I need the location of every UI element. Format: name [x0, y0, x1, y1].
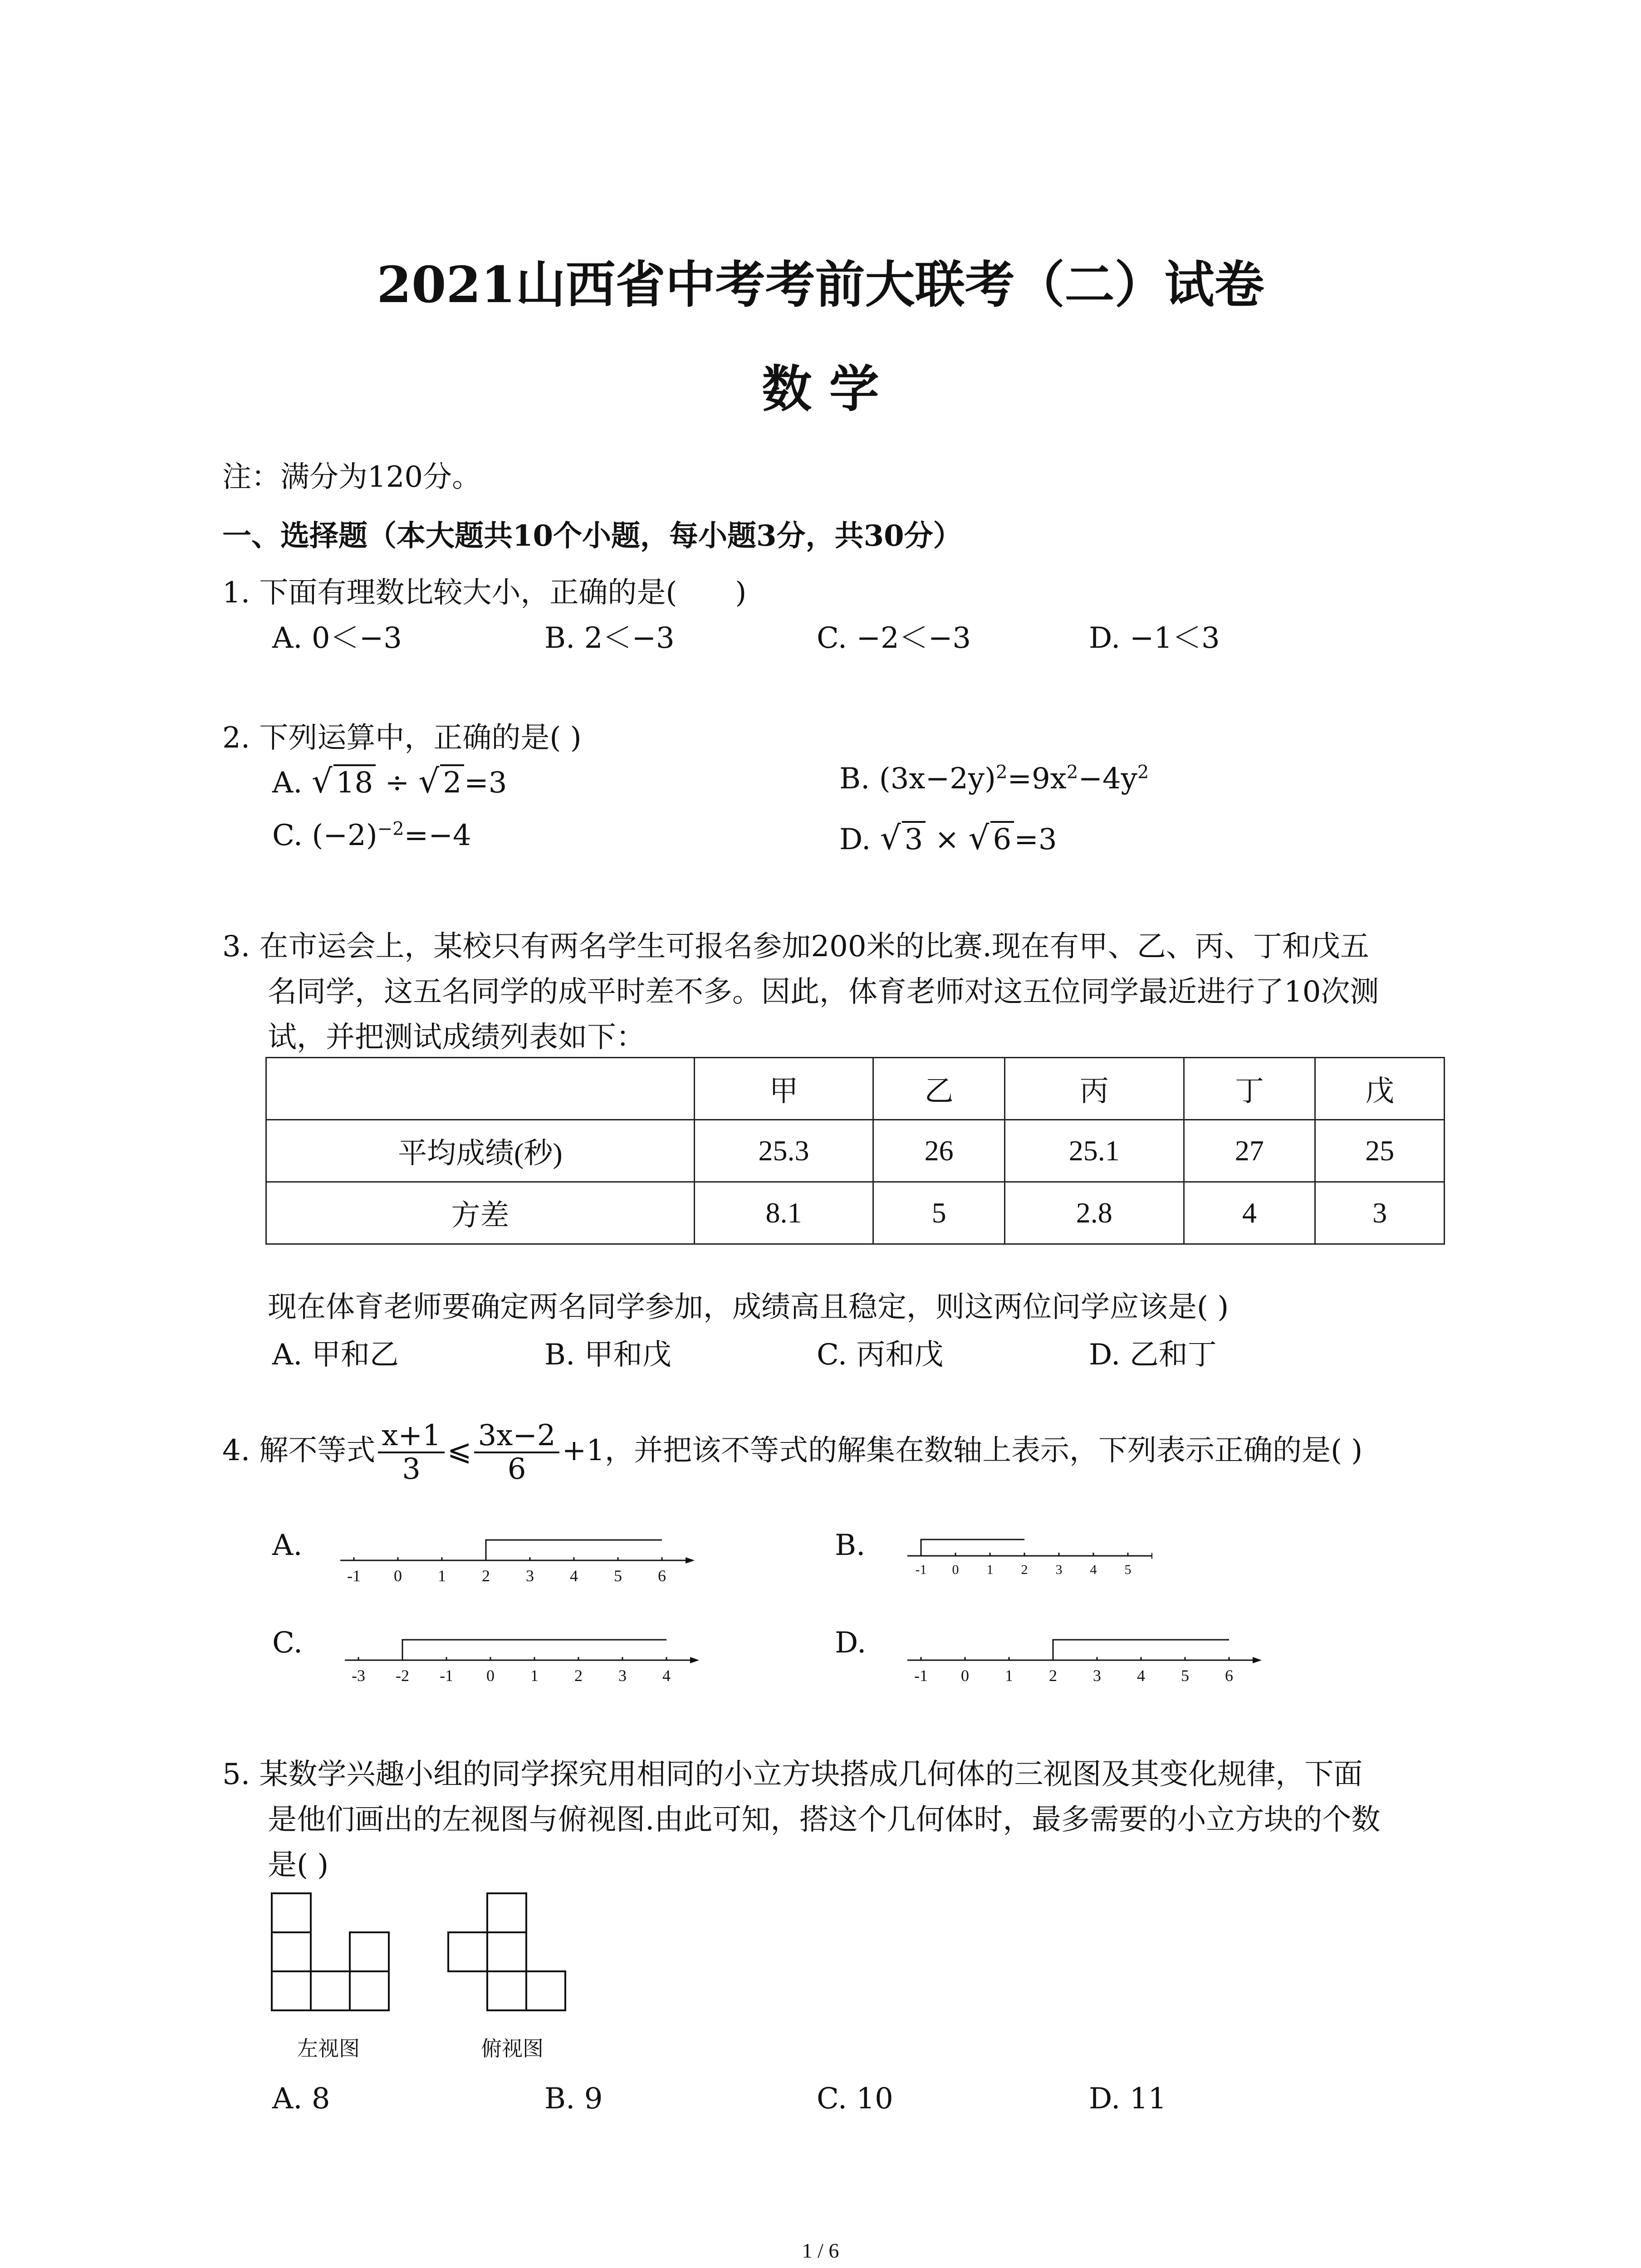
tick-label: 5 — [1124, 1562, 1132, 1577]
q3-option-d: D. 乙和丁 — [1089, 1338, 1217, 1372]
tick-label: -1 — [915, 1562, 927, 1577]
table-header-cell: 乙 — [873, 1058, 1005, 1120]
tick-label: -1 — [440, 1667, 453, 1685]
tick-label: 0 — [952, 1562, 959, 1577]
q2-option-b: B. $(3x-2y)^2=9x^2-4y^2$ — [839, 762, 1149, 796]
q3-option-a: A. 甲和乙 — [272, 1338, 399, 1372]
tick-label: 0 — [486, 1667, 495, 1685]
axis-arrow — [690, 1657, 699, 1663]
table-cell: 2.8 — [1005, 1182, 1184, 1244]
table-cell: 8.1 — [694, 1182, 873, 1244]
table-cell: 平均成绩(秒) — [266, 1120, 695, 1182]
tick-label: 5 — [614, 1567, 622, 1585]
q5-line-1: 5. 某数学兴趣小组的同学探究用相同的小立方块搭成几何体的三视图及其变化规律，下面 — [222, 1758, 1363, 1791]
table-cell: 方差 — [266, 1182, 695, 1244]
q5-line-3: 是( ) — [268, 1848, 329, 1882]
q3-option-b: B. 甲和戊 — [544, 1338, 671, 1372]
scores-table — [265, 1057, 1445, 1245]
q4-option-b-label: B. — [835, 1529, 866, 1562]
tick-label: 6 — [1225, 1667, 1233, 1685]
top-view-caption: 俯视图 — [481, 2037, 544, 2060]
table-cell: 25 — [1315, 1120, 1445, 1182]
q5-option-b: B. 9 — [544, 2082, 603, 2116]
table-cell: 26 — [873, 1120, 1005, 1182]
tick-label: 2 — [1021, 1562, 1028, 1577]
q4-option-a-label: A. — [272, 1529, 303, 1562]
q2-option-c: C. $(-2)^{-2}=-4$ — [272, 818, 471, 852]
q1-option-c: C. −2＜−3 — [817, 621, 971, 655]
tick-label: 4 — [662, 1667, 671, 1685]
tick-label: 5 — [1181, 1667, 1189, 1685]
table-row — [266, 1120, 1445, 1182]
q1-stem: 1. 下面有理数比较大小，正确的是( ) — [222, 576, 747, 610]
q4-option-d-label: D. — [835, 1626, 867, 1660]
fraction-1: $\frac{x+1}{3}$ — [378, 1420, 444, 1486]
table-header-cell: 戊 — [1315, 1058, 1445, 1120]
tick-label: 3 — [526, 1567, 534, 1585]
solution-bracket — [921, 1540, 1024, 1556]
table-cell: 25.3 — [694, 1120, 873, 1182]
q5-option-d: D. 11 — [1089, 2082, 1167, 2116]
tick-label: 1 — [530, 1667, 539, 1685]
table-cell: 4 — [1184, 1182, 1315, 1244]
table-header-row — [266, 1058, 1445, 1120]
tick-label: 1 — [1005, 1667, 1013, 1685]
tick-label: 4 — [1137, 1667, 1145, 1685]
tick-label: 3 — [618, 1667, 627, 1685]
top-view-figure — [445, 1892, 576, 2019]
q1-option-a: A. 0＜−3 — [272, 621, 402, 655]
tick-label: 3 — [1055, 1562, 1063, 1577]
q3-option-c: C. 丙和戊 — [817, 1338, 944, 1372]
tick-label: 2 — [574, 1667, 583, 1685]
tick-label: 0 — [394, 1567, 402, 1585]
table-cell: 3 — [1315, 1182, 1445, 1244]
tick-label: 2 — [482, 1567, 490, 1585]
tick-label: 0 — [961, 1667, 969, 1685]
table-cell: 5 — [873, 1182, 1005, 1244]
tick-label: 1 — [986, 1562, 994, 1577]
tick-label: -2 — [396, 1667, 409, 1685]
left-view-figure — [270, 1892, 397, 2019]
q5-option-c: C. 10 — [817, 2082, 893, 2116]
subject-title: 数 学 — [762, 360, 879, 418]
tick-label: -1 — [347, 1567, 361, 1585]
number-line-b — [898, 1529, 1152, 1592]
q3-line-1: 3. 在市运会上，某校只有两名学生可报名参加200米的比赛.现在有甲、乙、丙、丁和戊五 — [222, 930, 1369, 963]
table-header-cell — [266, 1058, 695, 1120]
section-heading: 一、选择题（本大题共10个小题，每小题3分，共30分） — [222, 519, 962, 553]
number-line-a — [331, 1524, 703, 1597]
axis-arrow — [1253, 1657, 1262, 1663]
table-cell: 25.1 — [1005, 1120, 1184, 1182]
axis-arrow — [686, 1557, 695, 1564]
q3-line-3: 试，并把测试成绩列表如下： — [268, 1021, 645, 1054]
tick-label: 4 — [1090, 1562, 1097, 1577]
tick-label: 4 — [570, 1567, 578, 1585]
q3-line-2: 名同学，这五名同学的成平时差不多。因此，体育老师对这五位同学最近进行了10次测 — [268, 975, 1379, 1009]
q4-option-c-label: C. — [272, 1626, 303, 1660]
table-header-cell: 甲 — [694, 1058, 873, 1120]
tick-label: 2 — [1049, 1667, 1057, 1685]
q3-question: 现在体育老师要确定两名同学参加，成绩高且稳定，则这两位问学应该是( ) — [268, 1290, 1229, 1324]
tick-label: 6 — [658, 1567, 666, 1585]
page-number: 1 / 6 — [802, 2239, 839, 2262]
table-header-cell: 丙 — [1005, 1058, 1184, 1120]
note: 注：满分为120分。 — [222, 460, 481, 494]
fraction-2: $\frac{3x-2}{6}$ — [474, 1420, 559, 1486]
number-line-d — [898, 1624, 1270, 1696]
q1-option-d: D. −1＜3 — [1089, 621, 1220, 655]
q2-stem: 2. 下列运算中，正确的是( ) — [222, 721, 582, 755]
left-view-caption: 左视图 — [297, 2037, 360, 2060]
q5-line-2: 是他们画出的左视图与俯视图.由此可知，搭这个几何体时，最多需要的小立方块的个数 — [268, 1803, 1381, 1837]
table-row — [266, 1182, 1445, 1244]
tick-label: -3 — [352, 1667, 365, 1685]
tick-label: 3 — [1093, 1667, 1101, 1685]
q4-stem: 4. 解不等式 $\frac{x+1}{3}$ ⩽ $\frac{3x-2}{6}$ +1，并把该不等式的解集在数轴上表示，下列表示正确的是( ) — [222, 1419, 1363, 1486]
q2-option-a: A. √ 18 ÷ √ 2=3 — [272, 762, 507, 800]
number-line-c — [336, 1624, 708, 1696]
tick-label: 1 — [438, 1567, 446, 1585]
q1-option-b: B. 2＜−3 — [544, 621, 675, 655]
tick-label: -1 — [914, 1667, 928, 1685]
table-header-cell: 丁 — [1184, 1058, 1315, 1120]
q5-option-a: A. 8 — [272, 2082, 330, 2116]
table-cell: 27 — [1184, 1120, 1315, 1182]
exam-title: 2021山西省中考考前大联考（二）试卷 — [377, 255, 1264, 314]
axis-arrow — [1151, 1553, 1152, 1559]
q2-option-d: D. √ 3 × √ 6=3 — [839, 819, 1057, 857]
